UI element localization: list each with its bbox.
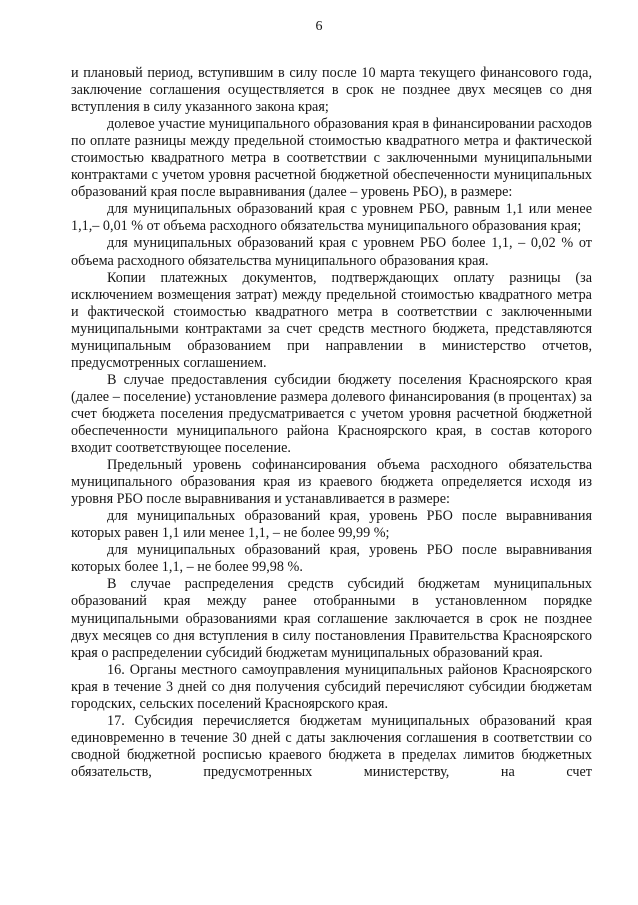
paragraph-2: долевое участие муниципального образования края в финансировании расходов по оплате разницы между предельной стоимостью квадратного метра и фактической стоимостью квадратного метра в соответствии с заключенными муниципальными контрактами с учетом уровня расчетной бюджетной обеспеченности муниципальных образований края после выравнивания (далее – уровень РБО), в размере:	[71, 116, 592, 201]
paragraph-3: для муниципальных образований края с уровнем РБО, равным 1,1 или менее 1,1,– 0,01 % от объема расходного обязательства муниципального образования края;	[71, 201, 592, 235]
paragraph-12: 17. Субсидия перечисляется бюджетам муниципальных образований края единовременно в течение 30 дней с даты заключения соглашения в соответствии со сводной бюджетной росписью краевого бюджета в пределах лимитов бюджетных обязательств, предусмотренных министерству, на счет	[71, 712, 592, 780]
document-body	[71, 65, 592, 781]
paragraph-10: В случае распределения средств субсидий бюджетам муниципальных образований края между ранее отобранными в установленном порядке муниципальными образованиями края соглашение заключается в срок не позднее двух месяцев со дня вступления в силу постановления Правительства Красноярского края о распределении субсидий бюджетам муниципальных образований края.	[71, 576, 592, 661]
paragraph-8: для муниципальных образований края, уровень РБО после выравнивания которых равен 1,1 или менее 1,1, – не более 99,99 %;	[71, 508, 592, 542]
paragraph-5: Копии платежных документов, подтверждающих оплату разницы (за исключением возмещения затрат) между предельной стоимостью квадратного метра и фактической стоимостью квадратного метра в соответствии с заключенными муниципальными контрактами за счет средств местного бюджета, представляются муниципальным образованием при направлении в министерство отчетов, предусмотренных соглашением.	[71, 269, 592, 371]
paragraph-9: для муниципальных образований края, уровень РБО после выравнивания которых более 1,1, – не более 99,98 %.	[71, 542, 592, 576]
paragraph-1: и плановый период, вступившим в силу после 10 марта текущего финансового года, заключение соглашения осуществляется в срок не позднее двух месяцев со дня вступления в силу указанного закона края;	[71, 65, 592, 116]
paragraph-7: Предельный уровень софинансирования объема расходного обязательства муниципального образования края из краевого бюджета определяется исходя из уровня РБО после выравнивания и устанавливается в размере:	[71, 457, 592, 508]
paragraph-6: В случае предоставления субсидии бюджету поселения Красноярского края (далее – поселение) установление размера долевого финансирования (в процентах) за счет бюджета поселения предусматривается с учетом уровня расчетной бюджетной обеспеченности муниципального района Красноярского края, в состав которого входит соответствующее поселение.	[71, 371, 592, 457]
paragraph-11: 16. Органы местного самоуправления муниципальных районов Красноярского края в течение 3 дней со дня получения субсидий перечисляют субсидии бюджетам городских, сельских поселений Красноярского края.	[71, 661, 592, 712]
page-number: 6	[315, 19, 323, 34]
paragraph-4: для муниципальных образований края с уровнем РБО более 1,1, – 0,02 % от объема расходного обязательства муниципального образования края.	[71, 235, 592, 269]
